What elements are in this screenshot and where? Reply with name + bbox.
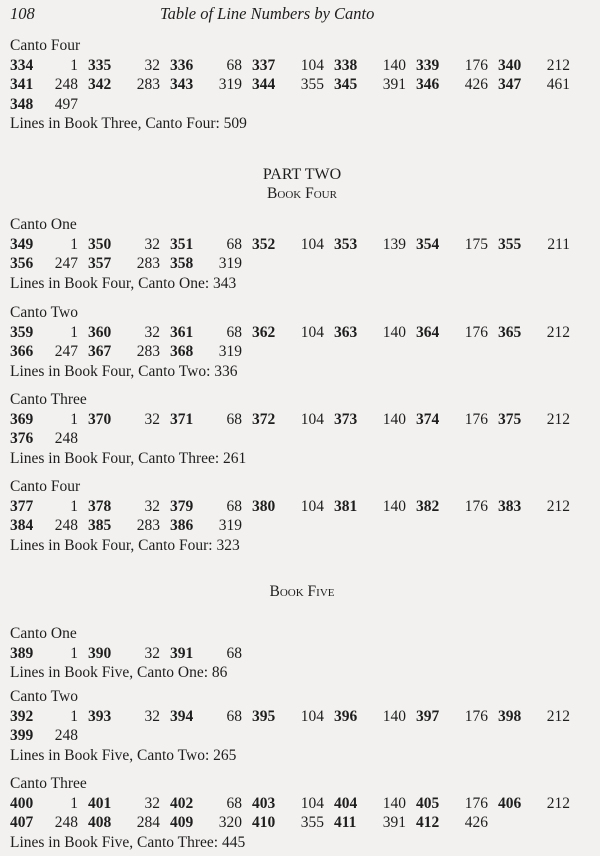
line-pair — [88, 813, 170, 833]
edition-line-number: 353 — [334, 235, 358, 253]
line-pair — [416, 794, 498, 814]
edition-line-number: 407 — [10, 814, 34, 832]
canto-line-number: 32 — [144, 235, 160, 253]
lines-total: Lines in Book Five, Canto One: 86 — [10, 664, 228, 682]
line-pair — [252, 707, 334, 727]
line-number-row — [10, 235, 594, 255]
canto-line-number: 497 — [54, 95, 78, 113]
edition-line-number: 357 — [88, 255, 112, 273]
line-pair — [170, 75, 252, 95]
line-pair — [170, 707, 252, 727]
edition-line-number: 410 — [252, 814, 276, 832]
canto-line-number: 104 — [300, 497, 324, 515]
canto-line-number: 140 — [382, 707, 406, 725]
line-pair — [10, 707, 88, 727]
edition-line-number: 345 — [334, 76, 358, 94]
line-number-row — [10, 429, 594, 449]
line-pair — [498, 410, 580, 430]
edition-line-number: 408 — [88, 814, 112, 832]
edition-line-number: 365 — [498, 323, 522, 341]
edition-line-number: 401 — [88, 794, 112, 812]
canto-line-number: 1 — [70, 410, 78, 428]
canto-block — [10, 477, 594, 555]
line-pair — [252, 56, 334, 76]
edition-line-number: 346 — [416, 76, 440, 94]
canto-line-number: 391 — [382, 814, 406, 832]
canto-line-number: 68 — [226, 410, 242, 428]
canto-line-number: 104 — [300, 794, 324, 812]
canto-line-number: 32 — [144, 323, 160, 341]
edition-line-number: 409 — [170, 814, 194, 832]
line-number-row — [10, 323, 594, 343]
canto-line-number: 355 — [300, 814, 324, 832]
edition-line-number: 375 — [498, 410, 522, 428]
line-pair — [334, 813, 416, 833]
canto-line-number: 175 — [464, 235, 488, 253]
line-pair — [10, 56, 88, 76]
edition-line-number: 352 — [252, 235, 276, 253]
lines-total: Lines in Book Three, Canto Four: 509 — [10, 115, 247, 133]
canto-line-number: 104 — [300, 323, 324, 341]
canto-line-number: 248 — [54, 76, 78, 94]
line-pair — [498, 75, 580, 95]
line-pair — [170, 644, 252, 664]
line-pair — [10, 794, 88, 814]
canto-line-number: 68 — [226, 235, 242, 253]
line-number-row — [10, 813, 594, 833]
edition-line-number: 360 — [88, 323, 112, 341]
line-pair — [170, 497, 252, 517]
canto-line-number: 283 — [136, 343, 160, 361]
book-heading: Book Four — [267, 185, 337, 202]
canto-line-number: 176 — [464, 794, 488, 812]
line-number-row — [10, 707, 594, 727]
canto-line-number: 320 — [218, 814, 242, 832]
edition-line-number: 359 — [10, 323, 34, 341]
canto-line-number: 140 — [382, 497, 406, 515]
edition-line-number: 372 — [252, 410, 276, 428]
line-pair — [498, 56, 580, 76]
canto-line-number: 212 — [546, 707, 570, 725]
edition-line-number: 354 — [416, 235, 440, 253]
edition-line-number: 402 — [170, 794, 194, 812]
canto-line-number: 461 — [546, 76, 570, 94]
line-pair — [170, 813, 252, 833]
line-pair — [10, 235, 88, 255]
line-pair — [416, 813, 498, 833]
canto-line-number: 140 — [382, 56, 406, 74]
book-heading: Book Five — [269, 583, 335, 600]
edition-line-number: 405 — [416, 794, 440, 812]
canto-line-number: 283 — [136, 517, 160, 535]
line-pair — [170, 254, 252, 274]
canto-block — [10, 687, 594, 765]
line-pair — [498, 323, 580, 343]
canto-title: Canto Three — [10, 391, 87, 408]
canto-block — [10, 36, 594, 134]
canto-line-number: 247 — [54, 343, 78, 361]
edition-line-number: 404 — [334, 794, 358, 812]
edition-line-number: 377 — [10, 497, 34, 515]
edition-line-number: 411 — [334, 814, 357, 832]
canto-line-number: 1 — [70, 497, 78, 515]
edition-line-number: 366 — [10, 343, 34, 361]
edition-line-number: 392 — [10, 707, 34, 725]
canto-line-number: 212 — [546, 56, 570, 74]
line-pair — [416, 497, 498, 517]
lines-total: Lines in Book Four, Canto Four: 323 — [10, 536, 240, 554]
canto-line-number: 1 — [70, 644, 78, 662]
edition-line-number: 394 — [170, 707, 194, 725]
edition-line-number: 386 — [170, 517, 194, 535]
lines-total: Lines in Book Four, Canto Three: 261 — [10, 449, 247, 467]
canto-block — [10, 774, 594, 852]
line-pair — [10, 429, 88, 449]
edition-line-number: 370 — [88, 410, 112, 428]
line-number-row — [10, 56, 594, 76]
line-pair — [170, 323, 252, 343]
line-pair — [88, 516, 170, 536]
line-pair — [252, 497, 334, 517]
canto-line-number: 176 — [464, 707, 488, 725]
running-header — [10, 0, 594, 30]
canto-line-number: 319 — [218, 517, 242, 535]
edition-line-number: 356 — [10, 255, 34, 273]
line-pair — [88, 497, 170, 517]
edition-line-number: 339 — [416, 56, 440, 74]
lines-total: Lines in Book Five, Canto Three: 445 — [10, 833, 246, 851]
canto-line-number: 355 — [300, 76, 324, 94]
canto-title: Canto Three — [10, 775, 87, 792]
line-number-row — [10, 644, 594, 664]
edition-line-number: 355 — [498, 235, 522, 253]
edition-line-number: 406 — [498, 794, 522, 812]
canto-block — [10, 303, 594, 381]
canto-line-number: 32 — [144, 794, 160, 812]
canto-title: Canto One — [10, 625, 77, 642]
canto-line-number: 140 — [382, 323, 406, 341]
edition-line-number: 399 — [10, 727, 34, 745]
line-pair — [252, 813, 334, 833]
canto-line-number: 32 — [144, 707, 160, 725]
line-number-row — [10, 497, 594, 517]
line-pair — [88, 644, 170, 664]
edition-line-number: 347 — [498, 76, 522, 94]
canto-line-number: 68 — [226, 56, 242, 74]
line-pair — [416, 323, 498, 343]
line-pair — [252, 794, 334, 814]
edition-line-number: 395 — [252, 707, 276, 725]
line-pair — [416, 75, 498, 95]
line-pair — [416, 56, 498, 76]
canto-line-number: 32 — [144, 56, 160, 74]
line-pair — [416, 707, 498, 727]
line-pair — [252, 323, 334, 343]
edition-line-number: 378 — [88, 497, 112, 515]
canto-line-number: 212 — [546, 323, 570, 341]
canto-line-number: 104 — [300, 410, 324, 428]
canto-line-number: 32 — [144, 497, 160, 515]
line-pair — [252, 235, 334, 255]
edition-line-number: 369 — [10, 410, 34, 428]
line-number-row — [10, 410, 594, 430]
canto-line-number: 283 — [136, 255, 160, 273]
line-pair — [334, 497, 416, 517]
line-pair — [10, 726, 88, 746]
edition-line-number: 400 — [10, 794, 34, 812]
line-pair — [170, 794, 252, 814]
canto-line-number: 1 — [70, 794, 78, 812]
canto-line-number: 212 — [546, 410, 570, 428]
canto-line-number: 32 — [144, 644, 160, 662]
canto-line-number: 211 — [547, 235, 570, 253]
edition-line-number: 380 — [252, 497, 276, 515]
edition-line-number: 344 — [252, 76, 276, 94]
part-heading: PART TWO — [262, 166, 342, 183]
edition-line-number: 382 — [416, 497, 440, 515]
line-number-row — [10, 254, 594, 274]
canto-line-number: 1 — [70, 235, 78, 253]
line-pair — [334, 323, 416, 343]
line-pair — [170, 235, 252, 255]
line-pair — [334, 235, 416, 255]
canto-block — [10, 624, 594, 683]
line-pair — [88, 342, 170, 362]
canto-line-number: 248 — [54, 727, 78, 745]
line-number-row — [10, 75, 594, 95]
lines-total: Lines in Book Four, Canto Two: 336 — [10, 362, 238, 380]
edition-line-number: 385 — [88, 517, 112, 535]
line-pair — [10, 813, 88, 833]
line-pair — [10, 342, 88, 362]
canto-line-number: 426 — [464, 76, 488, 94]
line-pair — [88, 323, 170, 343]
line-pair — [88, 56, 170, 76]
canto-line-number: 1 — [70, 323, 78, 341]
canto-line-number: 391 — [382, 76, 406, 94]
canto-line-number: 283 — [136, 76, 160, 94]
edition-line-number: 338 — [334, 56, 358, 74]
line-pair — [498, 707, 580, 727]
canto-title: Canto Four — [10, 37, 81, 54]
line-pair — [170, 342, 252, 362]
canto-line-number: 212 — [546, 794, 570, 812]
line-number-row — [10, 726, 594, 746]
line-pair — [10, 95, 88, 115]
canto-line-number: 212 — [546, 497, 570, 515]
line-pair — [10, 410, 88, 430]
edition-line-number: 342 — [88, 76, 112, 94]
canto-line-number: 176 — [464, 56, 488, 74]
line-pair — [10, 644, 88, 664]
canto-line-number: 68 — [226, 644, 242, 662]
edition-line-number: 348 — [10, 95, 34, 113]
edition-line-number: 336 — [170, 56, 194, 74]
edition-line-number: 379 — [170, 497, 194, 515]
line-pair — [88, 794, 170, 814]
edition-line-number: 373 — [334, 410, 358, 428]
running-title: Table of Line Numbers by Canto — [160, 4, 375, 23]
canto-title: Canto One — [10, 216, 77, 233]
canto-line-number: 247 — [54, 255, 78, 273]
edition-line-number: 396 — [334, 707, 358, 725]
canto-line-number: 139 — [382, 235, 406, 253]
lines-total: Lines in Book Five, Canto Two: 265 — [10, 746, 237, 764]
line-pair — [334, 794, 416, 814]
line-number-row — [10, 342, 594, 362]
line-pair — [10, 254, 88, 274]
line-pair — [498, 794, 580, 814]
line-pair — [88, 235, 170, 255]
line-pair — [252, 410, 334, 430]
line-pair — [498, 235, 580, 255]
edition-line-number: 368 — [170, 343, 194, 361]
edition-line-number: 361 — [170, 323, 194, 341]
edition-line-number: 398 — [498, 707, 522, 725]
canto-line-number: 426 — [464, 814, 488, 832]
canto-line-number: 32 — [144, 410, 160, 428]
canto-line-number: 176 — [464, 497, 488, 515]
line-pair — [334, 75, 416, 95]
edition-line-number: 374 — [416, 410, 440, 428]
canto-line-number: 248 — [54, 814, 78, 832]
line-pair — [170, 516, 252, 536]
canto-line-number: 140 — [382, 794, 406, 812]
edition-line-number: 341 — [10, 76, 34, 94]
canto-line-number: 176 — [464, 323, 488, 341]
edition-line-number: 367 — [88, 343, 112, 361]
edition-line-number: 391 — [170, 644, 194, 662]
edition-line-number: 403 — [252, 794, 276, 812]
edition-line-number: 390 — [88, 644, 112, 662]
edition-line-number: 376 — [10, 430, 34, 448]
line-number-row — [10, 516, 594, 536]
edition-line-number: 340 — [498, 56, 522, 74]
line-pair — [334, 707, 416, 727]
canto-line-number: 104 — [300, 707, 324, 725]
edition-line-number: 381 — [334, 497, 358, 515]
line-pair — [170, 410, 252, 430]
line-pair — [498, 497, 580, 517]
line-pair — [10, 323, 88, 343]
line-pair — [88, 75, 170, 95]
line-pair — [252, 75, 334, 95]
line-pair — [170, 56, 252, 76]
canto-line-number: 68 — [226, 794, 242, 812]
line-pair — [334, 410, 416, 430]
canto-line-number: 68 — [226, 707, 242, 725]
edition-line-number: 337 — [252, 56, 276, 74]
canto-line-number: 176 — [464, 410, 488, 428]
canto-line-number: 68 — [226, 323, 242, 341]
canto-line-number: 104 — [300, 235, 324, 253]
edition-line-number: 363 — [334, 323, 358, 341]
book-page — [10, 0, 594, 851]
page-number: 108 — [10, 4, 35, 23]
edition-line-number: 393 — [88, 707, 112, 725]
canto-line-number: 319 — [218, 76, 242, 94]
edition-line-number: 358 — [170, 255, 194, 273]
canto-line-number: 284 — [136, 814, 160, 832]
canto-line-number: 248 — [54, 517, 78, 535]
edition-line-number: 383 — [498, 497, 522, 515]
edition-line-number: 335 — [88, 56, 112, 74]
canto-line-number: 319 — [218, 343, 242, 361]
canto-title: Canto Two — [10, 688, 78, 705]
canto-line-number: 68 — [226, 497, 242, 515]
line-pair — [416, 410, 498, 430]
edition-line-number: 362 — [252, 323, 276, 341]
canto-line-number: 140 — [382, 410, 406, 428]
line-pair — [416, 235, 498, 255]
canto-line-number: 1 — [70, 707, 78, 725]
lines-total: Lines in Book Four, Canto One: 343 — [10, 274, 237, 292]
canto-block — [10, 215, 594, 293]
edition-line-number: 351 — [170, 235, 194, 253]
line-pair — [88, 707, 170, 727]
canto-line-number: 319 — [218, 255, 242, 273]
line-pair — [88, 254, 170, 274]
edition-line-number: 384 — [10, 517, 34, 535]
canto-block — [10, 390, 594, 468]
canto-line-number: 104 — [300, 56, 324, 74]
edition-line-number: 364 — [416, 323, 440, 341]
edition-line-number: 343 — [170, 76, 194, 94]
edition-line-number: 350 — [88, 235, 112, 253]
edition-line-number: 412 — [416, 814, 440, 832]
line-pair — [334, 56, 416, 76]
line-number-row — [10, 794, 594, 814]
canto-title: Canto Two — [10, 304, 78, 321]
line-pair — [10, 516, 88, 536]
canto-line-number: 248 — [54, 430, 78, 448]
line-number-row — [10, 95, 594, 115]
edition-line-number: 397 — [416, 707, 440, 725]
line-pair — [10, 75, 88, 95]
edition-line-number: 371 — [170, 410, 194, 428]
line-pair — [10, 497, 88, 517]
canto-line-number: 1 — [70, 56, 78, 74]
edition-line-number: 389 — [10, 644, 34, 662]
edition-line-number: 334 — [10, 56, 34, 74]
canto-title: Canto Four — [10, 478, 81, 495]
edition-line-number: 349 — [10, 235, 34, 253]
line-pair — [88, 410, 170, 430]
